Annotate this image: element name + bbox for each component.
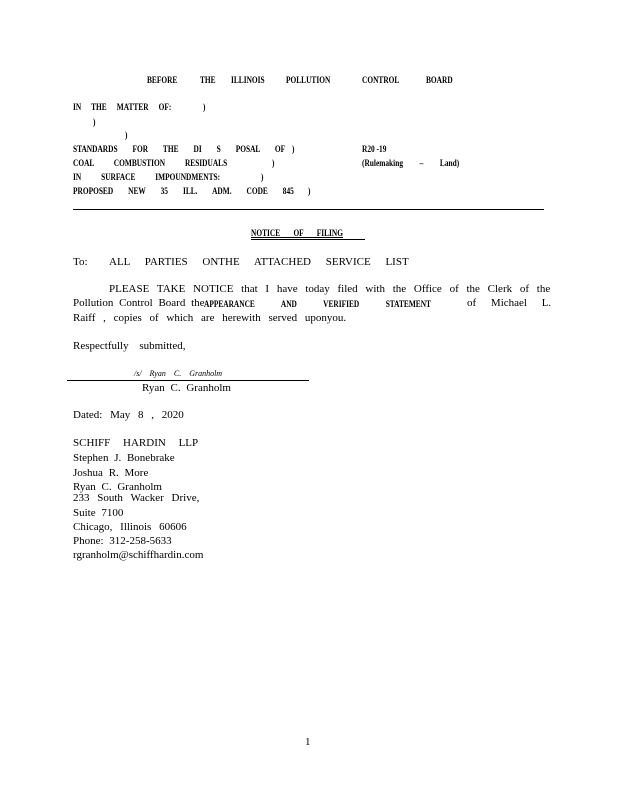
signature-line (67, 380, 309, 381)
firm-line: Stephen J. Bonebrake (73, 452, 175, 464)
to-label: To: (73, 256, 88, 268)
notice-title-underline (251, 239, 365, 240)
docket-number: R20 -19 (362, 144, 387, 154)
caption-paren: ) (93, 117, 96, 127)
firm-address-suite: Suite 7100 (73, 507, 124, 519)
closing: Respectfully submitted, (73, 340, 186, 352)
caption-paren: ) (292, 144, 295, 154)
in-the-matter: IN THE MATTER OF: (73, 102, 172, 112)
board-title-illinois: ILLINOIS (231, 75, 265, 85)
notice-paragraph-line3: Raiff , copies of which are herewith served uponyou. (73, 312, 347, 324)
firm-address-city: Chicago, Illinois 60606 (73, 521, 187, 533)
notice-filed-document: APPEARANCE AND VERIFIED STATEMENT (204, 299, 431, 309)
notice-paragraph-line2a: Pollution Control Board the (73, 297, 205, 309)
board-title-control: CONTROL (362, 75, 400, 85)
page-number: 1 (305, 736, 311, 748)
caption-paren: ) (261, 172, 264, 182)
docket-type: (Rulemaking – Land) (362, 158, 460, 168)
to-value: ALL PARTIES ONTHE ATTACHED SERVICE LIST (109, 256, 409, 268)
caption-paren: ) (272, 158, 275, 168)
caption-impoundments-line: IN SURFACE IMPOUNDMENTS: (73, 172, 221, 182)
caption-divider (73, 209, 544, 210)
notice-paragraph-line1: PLEASE TAKE NOTICE that I have today filed with the Office of the Clerk of the (109, 283, 551, 295)
notice-title: NOTICE OF FILING (251, 228, 343, 238)
firm-name: SCHIFF HARDIN LLP (73, 437, 199, 449)
caption-paren: ) (125, 130, 128, 140)
board-title-the: THE (200, 75, 216, 85)
caption-standards-line: STANDARDS FOR THE DI S POSAL OF (73, 144, 286, 154)
board-title-board: BOARD (426, 75, 453, 85)
firm-line: Joshua R. More (73, 467, 149, 479)
firm-email: rgranholm@schiffhardin.com (73, 549, 204, 561)
notice-paragraph-line2c: of Michael L. (467, 297, 552, 309)
board-title-pollution: POLLUTION (286, 75, 331, 85)
caption-paren: ) (203, 102, 206, 112)
caption-proposed-line: PROPOSED NEW 35 ILL. ADM. CODE 845 (73, 186, 294, 196)
firm-line: Ryan C. Granholm (73, 481, 162, 493)
signer-name: Ryan C. Granholm (142, 382, 231, 394)
firm-phone: Phone: 312-258-5633 (73, 535, 172, 547)
date-line: Dated: May 8 , 2020 (73, 409, 184, 421)
caption-coal-line: COAL COMBUSTION RESIDUALS (73, 158, 228, 168)
firm-address-street: 233 South Wacker Drive, (73, 492, 200, 504)
board-title-before: BEFORE (147, 75, 178, 85)
caption-paren: ) (308, 186, 311, 196)
electronic-signature: /s/ Ryan C. Granholm (134, 369, 223, 378)
